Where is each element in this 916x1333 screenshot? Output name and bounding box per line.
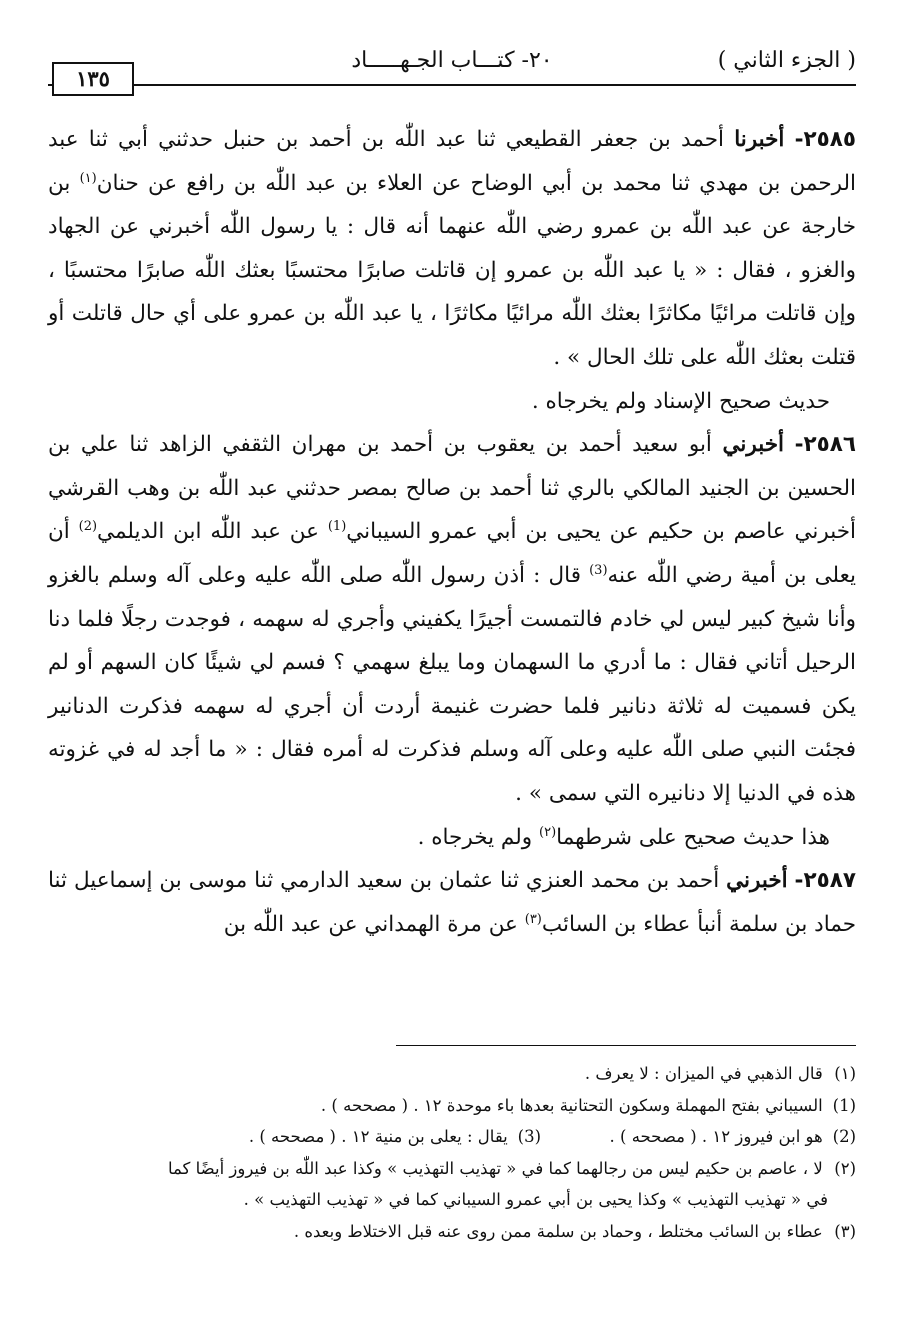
hadith-text: أبو سعيد أحمد بن يعقوب بن أحمد بن مهران الثقفي الزاهد ثنا علي بن الحسين بن الجنيد المالكي بالري ثنا أحمد بن صالح بمصر حدثني عبد اللّٰه بن وهب القرشي أخبرني عاصم بن حكيم عن يحيى بن أبي عمرو السيباني bbox=[48, 432, 856, 545]
footnote-text: قال الذهبي في الميزان : لا يعرف . bbox=[584, 1064, 823, 1083]
header-rule bbox=[48, 84, 856, 86]
footnote bbox=[48, 1153, 856, 1185]
main-text bbox=[48, 118, 856, 946]
chapter-title: ٢٠- كتـــاب الجـهـــــاد bbox=[351, 48, 553, 73]
footnotes bbox=[48, 1058, 856, 1248]
hadith-text: بن خارجة عن عبد اللّٰه بن عمرو رضي اللّٰه عنهما أنه قال : يا رسول اللّٰه أخبرني عن الجهاد والغزو ، فقال : « يا عبد اللّٰه بن عمرو إن قاتلت صابرًا محتسبًا بعثك اللّٰه صابرًا محتسبًا ، وإن قاتلت مرائيًا مكاثرًا بعثك اللّٰه مرائيًا مكاثرًا ، يا عبد اللّٰه بن عمرو على أي حال قاتلت أو قتلت بعثك اللّٰه على تلك الحال » . bbox=[48, 170, 856, 370]
footnote-text: لا ، عاصم بن حكيم ليس من رجالهما كما في « تهذيب التهذيب » وكذا عبد اللّٰه بن فيروز أيضًا كما bbox=[167, 1158, 823, 1178]
page-number: ١٣٥ bbox=[76, 66, 110, 91]
hadith-lead-word: أخبرني bbox=[722, 432, 784, 458]
footnote-ref: (3) bbox=[589, 562, 608, 578]
hadith-verdict bbox=[48, 816, 856, 860]
running-header bbox=[48, 36, 856, 96]
footnote-ref: (1) bbox=[327, 519, 347, 535]
footnote-number: (2) bbox=[832, 1127, 856, 1147]
hadith-lead-word: أخبرنا bbox=[734, 127, 785, 152]
page-number-box bbox=[52, 62, 134, 96]
hadith-text: عن مرة الهمداني عن عبد اللّٰه بن bbox=[223, 911, 525, 937]
footnote-number: (1) bbox=[832, 1095, 856, 1115]
footnote bbox=[48, 1058, 856, 1090]
footnote-text: يقال : يعلى بن منية ١٢ . ( مصححه ) . bbox=[248, 1127, 508, 1147]
volume-label: ( الجزء الثاني ) bbox=[717, 48, 856, 73]
hadith-number: ٢٥٨٧- bbox=[794, 868, 856, 894]
verdict-text: هذا حديث صحيح على شرطهما bbox=[556, 824, 830, 850]
hadith-text: أحمد بن محمد العنزي ثنا عثمان بن سعيد الدارمي ثنا موسى بن إسماعيل ثنا حماد بن سلمة أنبأ عطاء بن السائب bbox=[48, 868, 856, 937]
footnote-ref: (٢) bbox=[539, 824, 557, 840]
footnote-text: عطاء بن السائب مختلط ، وحماد بن سلمة ممن روى عنه قبل الاختلاط وبعده . bbox=[293, 1221, 823, 1241]
hadith-number: ٢٥٨٥- bbox=[794, 127, 856, 152]
footnote-ref: (١) bbox=[79, 170, 97, 186]
hadith-2586 bbox=[48, 423, 856, 815]
verdict-text: ولم يخرجاه . bbox=[417, 824, 539, 850]
footnote-number: (٣) bbox=[834, 1221, 856, 1241]
footnote bbox=[48, 1121, 856, 1153]
footnote-ref: (2) bbox=[78, 519, 98, 535]
footnote-ref: (٣) bbox=[524, 911, 542, 927]
hadith-2585 bbox=[48, 118, 856, 380]
footnote-separator bbox=[396, 1045, 856, 1046]
hadith-text: عن عبد اللّٰه ابن الديلمي bbox=[97, 519, 328, 545]
hadith-verdict: حديث صحيح الإسناد ولم يخرجاه . bbox=[531, 388, 830, 414]
hadith-text: أحمد بن جعفر القطيعي ثنا عبد اللّٰه بن أحمد بن حنبل حدثني أبي ثنا عبد الرحمن بن مهدي ثنا محمد بن أبي الوضاح عن العلاء بن عبد اللّٰه بن رافع عن حنان bbox=[48, 127, 856, 196]
hadith-text: قال : أذن رسول اللّٰه صلى اللّٰه عليه وعلى آله وسلم بالغزو وأنا شيخ كبير ليس لي خادم فالتمست أجيرًا يكفيني وأجري له سهمه ، فوجدت رجلًا فلما دنا الرحيل أتاني فقال : ما أدري ما السهمان وما يبلغ سهمي ؟ فسم لي شيئًا كان السهم أو لم يكن فسميت له ثلاثة دنانير فلما حضرت غنيمة أردت أن أجري له سهمه فذكرت الدنانير فجئت النبي صلى اللّٰه عليه وعلى آله وسلم فذكرت له أمره فقال : « ما أجد له في غزوته هذه في الدنيا إلا دنانيره التي سمى » . bbox=[48, 562, 856, 806]
hadith-number: ٢٥٨٦- bbox=[794, 432, 856, 458]
footnote-text: هو ابن فيروز ١٢ . ( مصححه ) . bbox=[609, 1127, 823, 1147]
footnote-number: (٢) bbox=[834, 1158, 856, 1178]
footnote bbox=[48, 1216, 856, 1248]
footnote-continuation: في « تهذيب التهذيب » وكذا يحيى بن أبي عمرو السيباني كما في « تهذيب التهذيب » . bbox=[243, 1190, 828, 1210]
hadith-text: أن يعلى بن أمية رضي اللّٰه عنه bbox=[48, 519, 856, 588]
footnote-number: (١) bbox=[834, 1064, 856, 1083]
footnote-number: (3) bbox=[517, 1127, 542, 1147]
hadith-lead-word: أخبرني bbox=[726, 868, 788, 894]
footnote bbox=[48, 1090, 856, 1122]
hadith-2587 bbox=[48, 859, 856, 946]
footnote-text: السيباني بفتح المهملة وسكون التحتانية بعدها باء موحدة ١٢ . ( مصححه ) . bbox=[320, 1095, 823, 1115]
